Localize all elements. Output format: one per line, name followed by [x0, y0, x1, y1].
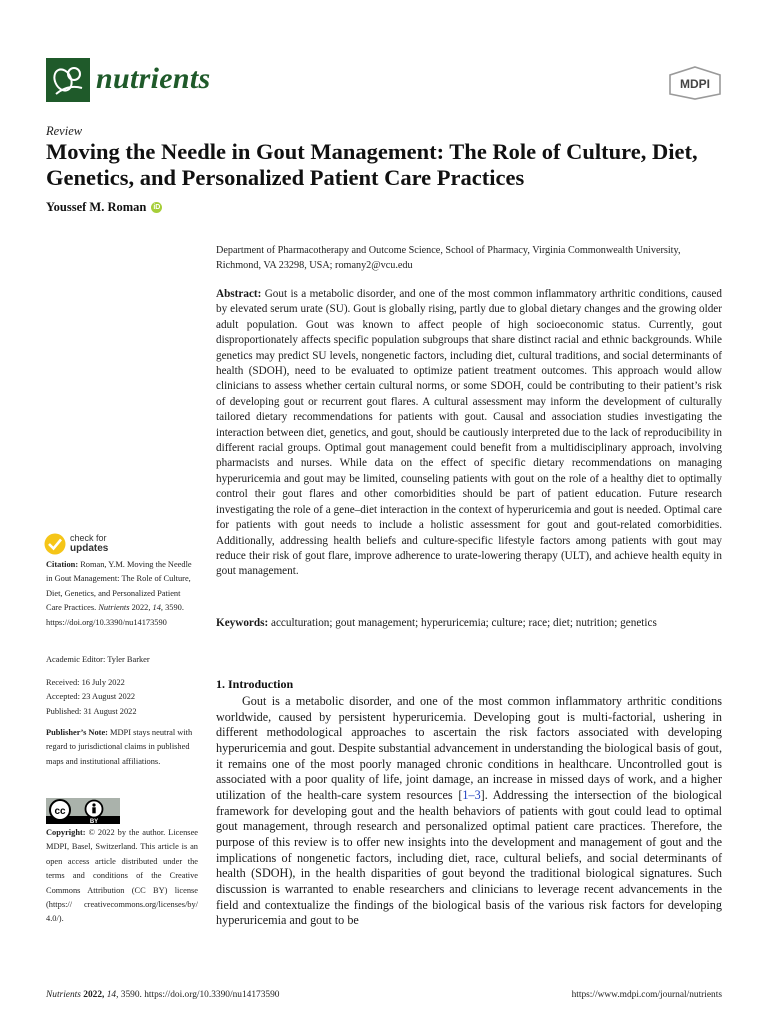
footer-volume: 14,	[106, 990, 119, 1000]
citation-journal: Nutrients	[98, 603, 130, 613]
section-heading: 1. Introduction	[216, 677, 294, 691]
academic-editor: Academic Editor: Tyler Barker	[46, 655, 150, 664]
check-updates-icon	[44, 533, 66, 555]
check-updates-line2: updates	[70, 543, 109, 554]
author-line	[46, 200, 162, 215]
footer-journal: Nutrients	[46, 990, 81, 1000]
intro-text: Gout is a metabolic disorder, and one of the most common inflammatory arthritic conditions worldwide, caused by persistent hyperuricemia. Developing gout is multi-factorial, ushering in different methodological approaches to ascertain the risk factors associated with developing hyperuricemia and gout. Despite substantial advancement in understanding the biological basis of gout, it remains one of the most poorly managed chronic conditions in healthcare. Uncontrolled gout is associated with a poor quality of life, joint damage, an increase in missed days of work, and a higher utilization of the health-care system resources [	[216, 694, 722, 802]
article-title: Moving the Needle in Gout Management: The Role of Culture, Diet, Genetics, and Personalized Patient Care Practices	[46, 139, 698, 190]
affiliation-line: Richmond, VA 23298, USA; romany2@vcu.edu	[216, 260, 413, 271]
check-updates-line1: check for	[70, 533, 107, 543]
reference-link[interactable]: 1–3	[462, 787, 481, 802]
affiliation-line: Department of Pharmacotherapy and Outcome Science, School of Pharmacy, Virginia Commonwealth University,	[216, 245, 681, 256]
footer-journal-url[interactable]: https://www.mdpi.com/journal/nutrients	[571, 990, 722, 1000]
published-date: Published: 31 August 2022	[46, 706, 137, 716]
affiliation	[216, 243, 722, 273]
publisher-note	[46, 726, 198, 769]
svg-text:BY: BY	[89, 819, 99, 824]
svg-text:cc: cc	[54, 806, 66, 817]
accepted-date: Accepted: 23 August 2022	[46, 692, 136, 702]
keywords-text: acculturation; gout management; hyperuricemia; culture; race; diet; nutrition; genetics	[271, 617, 657, 629]
abstract-label: Abstract:	[216, 288, 262, 300]
copyright-text: © 2022 by the author. Licensee MDPI, Basel, Switzerland. This article is an open access article distributed under the terms and conditions of the Creative Commons Attribution (CC BY) license (https:// creativecommons.org/licenses/by/ 4.0/).	[46, 828, 199, 924]
footer-citation	[46, 990, 279, 1000]
article-type: Review	[46, 124, 83, 138]
copyright-block	[46, 826, 198, 927]
copyright-label: Copyright:	[46, 828, 86, 837]
mdpi-logo-icon	[668, 66, 722, 100]
footer-doi[interactable]: 3590. https://doi.org/10.3390/nu14173590	[120, 990, 280, 1000]
citation-doi[interactable]: 3590. https://doi.org/10.3390/nu14173590	[46, 603, 184, 627]
abstract-text: Gout is a metabolic disorder, and one of the most common inflammatory arthritic conditions, caused by elevated serum urate (SU). Gout is globally rising, partly due to global dietary changes and the growing older adult population. Gout was known to affect people of high socioeconomic status. Currently, gout disproportionately affects specific population subgroups that share distinct racial and ethnic backgrounds. While genetics may predict SU levels, nongenetic factors, including diet, cultural traditions, and social determinants of health (SDOH), need to be evaluated to optimize patient treatment outcomes. This approach would allow clinicians to assess whether certain cultural norms, or some SDOH, could be contributing to their patient’s risk of developing gout or recurrent gout flares. A cultural assessment may inform the development of culturally tailored dietary recommendations for patients with gout. Causal and association studies investigating the interaction between diet, genetics, and gout, should be cautiously interpreted due to the lack of reproducibility in different racial groups. Optimal gout management could benefit from a multidisciplinary approach, involving pharmacists and nurses. While data on the effect of specific dietary recommendations on managing hyperuricemia and gout may be limited, counseling patients with gout on the role of a healthy diet to optimally control their gout flares and other comorbidities should be part of patient education. Future research investigating the role of a gene–diet interaction in the context of hyperuricemia and gout is needed. Optimal care for patients with gout needs to include a holistic assessment for gout and gout-related comorbidities. Additionally, addressing health beliefs and culture-specific lifestyle factors among patients with gout may reduce their risk of gout flare, improve adherence to urate-lowering therapy (ULT), and achieve health equity in gout management.	[216, 288, 722, 578]
intro-text: ]. Addressing the intersection of the biological framework for developing gout and the health behaviors of patients with gout could lead to optimal gout management, through research and personalized optimal patient care practices. Therefore, the purpose of this review is to offer new insights into the development and management of gout and the implications of nongenetic factors, including diet, race, cultural beliefs, and social determinants of health (SDOH), in the health disparities of gout beyond the traditional biological signatures. Such discussion is warranted to enable researchers and clinicians to leverage recent advancements in the field and contextualize the findings of the biological basis of the various risk factors for developing hyperuricemia and gout to be	[216, 787, 722, 928]
received-date: Received: 16 July 2022	[46, 678, 125, 687]
orcid-icon[interactable]: iD	[153, 204, 161, 211]
introduction-paragraph	[216, 694, 722, 929]
publisher-note-text: MDPI stays neutral with regard to jurisdictional claims in published maps and institutional affiliations.	[46, 728, 193, 766]
nutrients-journal-logo-icon	[46, 58, 90, 102]
citation-label: Citation:	[46, 560, 79, 569]
citation-block	[46, 558, 198, 630]
cc-by-license-icon[interactable]	[46, 798, 120, 824]
author-name[interactable]: Youssef M. Roman	[46, 200, 147, 214]
citation-year: 2022,	[131, 603, 151, 613]
footer-year: 2022,	[83, 990, 105, 1000]
citation-volume: 14,	[152, 603, 164, 613]
check-for-updates-badge[interactable]	[44, 532, 154, 556]
svg-text:MDPI: MDPI	[680, 77, 710, 91]
journal-header	[46, 58, 722, 106]
citation-text: Roman, Y.M. Moving the Needle in Gout Management: The Role of Culture, Diet, Genetics, and Personalized Patient Care Practices.	[46, 560, 192, 613]
abstract	[216, 287, 722, 580]
dates-block	[46, 676, 198, 719]
journal-name: nutrients	[96, 62, 211, 95]
keywords	[216, 616, 722, 631]
keywords-label: Keywords:	[216, 617, 269, 629]
publisher-note-label: Publisher’s Note:	[46, 728, 108, 737]
